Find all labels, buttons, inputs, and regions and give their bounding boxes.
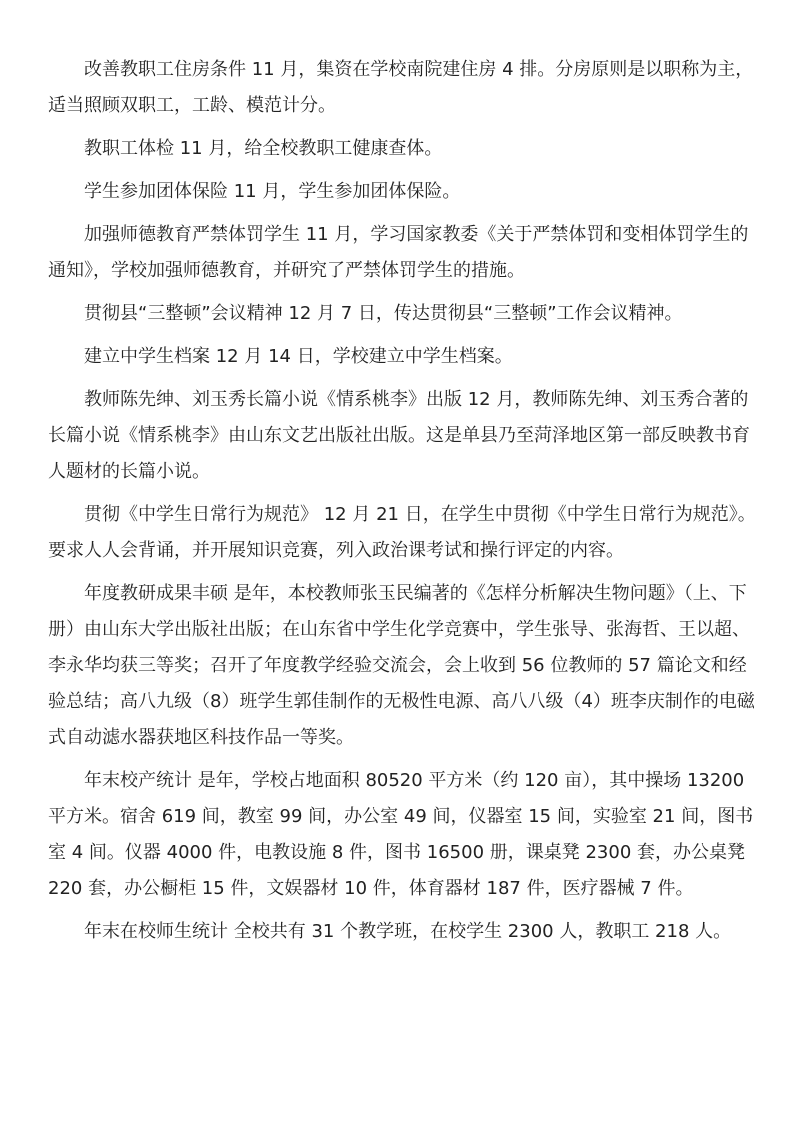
paragraph-school-assets: 年末校产统计 是年，学校占地面积 80520 平方米（约 120 亩），其中操场 13200 平方米。宿舍 619 间，教室 99 间，办公室 49 间，仪器室 15 间，实验室 21 间，图书室 4 间。仪器 4000 件，电教设施 8 件，图书 16500 册，课桌凳 2300 套，办公桌凳 220 套，办公橱柜 15 件，文娱器材 10 件，体育器材 187 件，医疗器械 7 件。 — [48, 770, 754, 899]
paragraph-three-rectification: 贯彻县“三整顿”会议精神 12 月 7 日，传达贯彻县“三整顿”工作会议精神。 — [84, 303, 683, 324]
paragraph-health-check: 教职工体检 11 月，给全校教职工健康查体。 — [84, 138, 443, 159]
paragraph-insurance: 学生参加团体保险 11 月，学生参加团体保险。 — [84, 181, 461, 202]
paragraph-enrollment: 年末在校师生统计 全校共有 31 个教学班，在校学生 2300 人，教职工 218 人。 — [84, 921, 732, 942]
paragraph-novel-publication: 教师陈先绅、刘玉秀长篇小说《情系桃李》出版 12 月，教师陈先绅、刘玉秀合著的长篇小说《情系桃李》由山东文艺出版社出版。这是单县乃至菏泽地区第一部反映教书育人题材的长篇小说。 — [48, 389, 750, 482]
paragraph-housing: 改善教职工住房条件 11 月，集资在学校南院建住房 4 排。分房原则是以职称为主，适当照顾双职工，工龄、模范计分。 — [48, 59, 754, 116]
paragraph-teacher-ethics: 加强师德教育严禁体罚学生 11 月，学习国家教委《关于严禁体罚和变相体罚学生的通知》，学校加强师德教育，并研究了严禁体罚学生的措施。 — [48, 224, 749, 281]
paragraph-behavior-code: 贯彻《中学生日常行为规范》 12 月 21 日，在学生中贯彻《中学生日常行为规范》。要求人人会背诵，并开展知识竞赛，列入政治课考试和操行评定的内容。 — [48, 504, 756, 561]
document-body — [48, 52, 760, 957]
paragraph-student-archive: 建立中学生档案 12 月 14 日，学校建立中学生档案。 — [84, 346, 513, 367]
paragraph-research-results: 年度教研成果丰硕 是年，本校教师张玉民编著的《怎样分析解决生物问题》（上、下册）由山东大学出版社出版；在山东省中学生化学竞赛中，学生张导、张海哲、王以超、李永华均获三等奖；召开了年度教学经验交流会，会上收到 56 位教师的 57 篇论文和经验总结；高八九级（8）班学生郭佳制作的无极性电源、高八八级（4）班李庆制作的电磁式自动滤水器获地区科技作品一等奖。 — [48, 583, 755, 748]
